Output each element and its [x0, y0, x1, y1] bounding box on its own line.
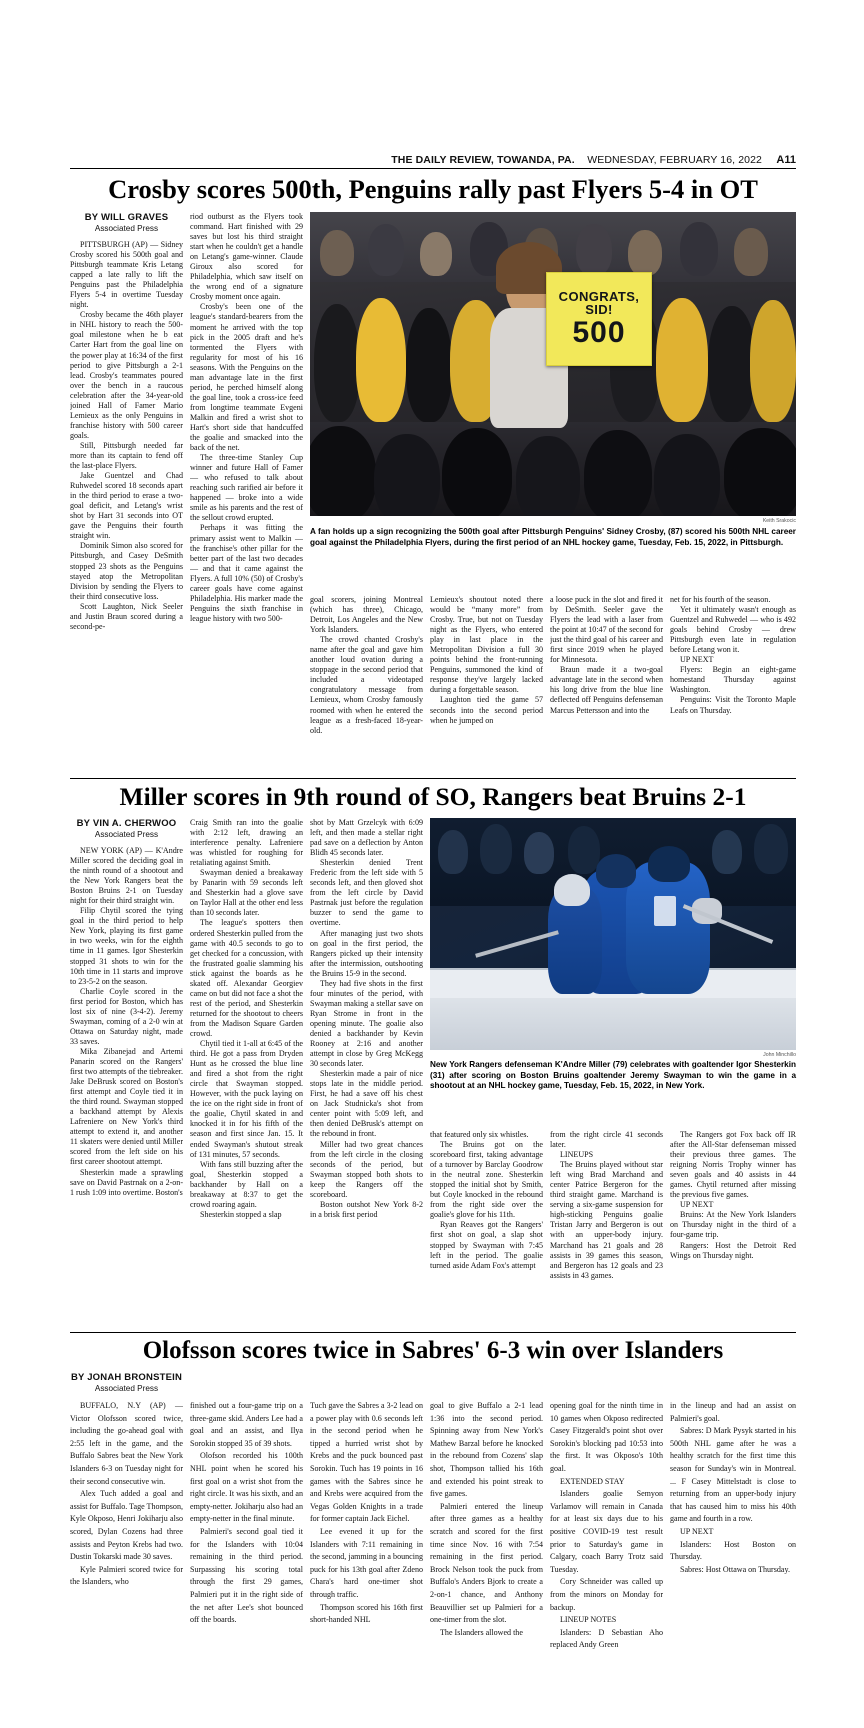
article-2-column-3 [310, 818, 423, 1316]
article-3-byline-org: Associated Press [94, 1384, 159, 1393]
article-2-column-2 [190, 818, 303, 1316]
spectator [734, 228, 768, 276]
paragraph: The Bruins played without star left wing Brad Marchand and center Patrice Bergeron for the third straight game. Marchand is serving a six-game suspension for high-sticking Penguins goalie Tristan Jarry and Bergeron is out with an upper-body injury. Marchand has 21 goals and 28 assists in 39 games this season, and Bergeron has 12 goals and 23 assists in 43 games. [550, 1160, 663, 1280]
spectator-silhouette [442, 428, 512, 516]
paragraph: The league's spotters then ordered Shesterkin pulled from the game with 40.5 seconds to go to get checked for a concussion, with the frustrated goalie slamming his stick against the boards as he skated off. Alexandar Georgiev came on but did not face a shot the rest of the period, and Shesterkin returned for the shootout to cheers from the Madison Square Garden crowd. [190, 918, 303, 1038]
paragraph: Rangers: Host the Detroit Red Wings on Thursday night. [670, 1240, 796, 1260]
crowd-blur [524, 832, 554, 874]
paragraph: net for his fourth of the season. [670, 595, 771, 604]
paragraph: Laughton tied the game 57 seconds into the second period when he jumped on [430, 695, 543, 725]
paragraph: Craig Smith ran into the goalie with 2:12 left, drawing an interference penalty. Lafreniere was whistled for roughing for retaliating against Smith. [190, 818, 303, 868]
paragraph: Cory Schneider was called up from the minors on Monday for backup. [550, 1577, 663, 1612]
paragraph: The Rangers got Fox back off IR after the All-Star defenseman missed their previous three games. The reigning Norris Trophy winner has seven goals and 40 assists in 44 games. Chytil returned after missing the previous five games. [670, 1130, 796, 1200]
spectator-silhouette [516, 436, 580, 516]
paragraph: Yet it ultimately wasn't enough as Guentzel and Ruhwedel — who is 492 goals behind Crosby — drew Pittsburgh even late in regulation before Letang won it. [670, 605, 796, 655]
spectator-silhouette [724, 428, 796, 516]
paragraph: The crowd chanted Crosby's name after the goal and gave him another loud ovation during a stoppage in the second period that included a videotaped congratulatory message from Lemieux, whom Crosby famously roomed with when he entered the league as a fresh-faced 18-year-old. [310, 635, 423, 735]
paragraph: Ryan Reaves got the Rangers' first shot on goal, a slap shot stopped by Swayman with 7:45 left in the period. The goalie turned aside Adam Fox's attempt [430, 1220, 543, 1270]
goalie-mask [554, 874, 590, 906]
article-2-column-5 [550, 1130, 663, 1320]
article-1-byline-org: Associated Press [94, 224, 159, 233]
article-3-headline: Olofsson scores twice in Sabres' 6-3 win over Islanders [142, 1337, 724, 1364]
paragraph: Islanders: Host Boston on Thursday. [670, 1539, 796, 1562]
article-3-byline: BY JONAH BRONSTEIN [70, 1372, 183, 1383]
paragraph: a loose puck in the slot and fired it by DeSmith. Seeler gave the Flyers the lead with a laser from the point at 10:47 of the second for just the third goal of his career and first since 2019 when he played for Minnesota. [550, 595, 663, 665]
paragraph: Braun made it a two-goal advantage late in the second when his long drive from the blue line deflected off Penguins defenseman Marcus Pettersson and into the [550, 665, 663, 715]
paragraph: goal scorers, joining Montreal (which has three), Chicago, Detroit, Los Angeles and the New York Islanders. [310, 595, 423, 635]
article-1-column-3 [310, 595, 423, 775]
paragraph: Sabres: D Mark Pysyk started in his 500th NHL game after he was a healthy scratch for the first time this season for Sunday's win in Montreal. ... F Casey Mittelstadt is close to returning from an upper-body injury that has caused him to miss his 40th game and fourth in a row. [670, 1426, 796, 1524]
spectator-silhouette [374, 434, 440, 516]
spectator [406, 308, 452, 422]
article-3-column-4 [430, 1400, 543, 1700]
spectator-silhouette [310, 426, 376, 516]
spectator [368, 224, 404, 276]
sign-line-1: CONGRATS, [558, 289, 640, 304]
article-1-byline-block [70, 212, 183, 233]
article-1-headline: Crosby scores 500th, Penguins rally past Flyers 5-4 in OT [108, 174, 758, 204]
paragraph: Alex Tuch added a goal and assist for Buffalo. Tage Thompson, Kyle Okposo, Henri Jokiharju also scored, Dylan Cozens had three assists and Peyton Krebs had two. Dustin Tokarski made 30 saves. [70, 1489, 183, 1562]
paragraph: They had five shots in the first four minutes of the period, with Swayman making a stellar save on Ryan Strome in front in the opening minute. The goalie also denied a backhander by Kevin Rooney at 2:16 and another attempt in close by Greg McKegg 30 seconds later. [310, 978, 423, 1069]
spectator [628, 230, 662, 276]
article-1-byline: BY WILL GRAVES [84, 212, 169, 223]
crowd-blur [438, 830, 468, 874]
paragraph: Crosby's been one of the league's standard-bearers from the moment he arrived with the top pick in the 2005 draft and he's tormented the Flyers with regularity for most of his 16 seasons. With the Penguins on the man advantage late in the first period, he perched himself along the goal line, took a cross-ice feed from longtime teammate Evgeni Malkin and fired a wrist shot to Hart's short side that handcuffed the goalie and smacked into the back of the net. [190, 302, 303, 453]
article-1-column-4 [430, 595, 543, 775]
paragraph: in the lineup and had an assist on Palmieri's goal. [670, 1401, 796, 1423]
lineup-notes-label: LINEUP NOTES [560, 1615, 617, 1625]
paragraph: Sabres: Host Ottawa on Thursday. [680, 1564, 790, 1574]
spectator [320, 230, 354, 276]
paragraph: that featured only six whistles. [430, 1130, 529, 1139]
congrats-sign [546, 272, 652, 366]
up-next-label: UP NEXT [680, 1200, 714, 1210]
crowd-blur [568, 826, 600, 874]
paragraph: Flyers: Begin an eight-game homestand Thursday against Washington. [670, 665, 796, 695]
article-1-top-rule [70, 168, 796, 169]
crowd-blur [480, 824, 512, 874]
ice-surface [430, 994, 796, 1050]
article-2-byline-block [70, 818, 183, 839]
paragraph: Filip Chytil scored the tying goal in the third period to help New York, playing its first game in two weeks, win for the eighth time in 11 games. Igor Shesterkin stopped 31 shots to win for the 10th time in 11 starts and improve to 23-5-2 on the season. [70, 906, 183, 986]
article-3-column-1 [70, 1400, 183, 1700]
article-1-column-6 [670, 595, 796, 775]
paragraph: Palmieri entered the lineup after three games as a healthy scratch and scored for the first time since Nov. 16 with 7:54 remaining in the first period. Brock Nelson took the puck from Buffalo's Anders Bjork to create a 2-on-1 chance, and Anthony Beauvillier set up Palmieri for a one-timer from the slot. [430, 1501, 543, 1625]
paragraph: Dominik Simon also scored for Pittsburgh, and Casey DeSmith stopped 23 shots as the Penguins stayed atop the Metropolitan Division by sending the Flyers to their third consecutive loss. [70, 541, 183, 601]
paragraph: Islanders: D Sebastian Aho replaced Andy Green [550, 1627, 663, 1650]
article-3-column-6 [670, 1400, 796, 1700]
article-3-column-2 [190, 1400, 303, 1700]
paragraph: The three-time Stanley Cup winner and future Hall of Famer — who refused to talk about reaching such rarified air before it happened — broke into a wide smile as his parents and the rest of the sellout crowd erupted. [190, 453, 303, 523]
article-2-column-6 [670, 1130, 796, 1320]
up-next-label: UP NEXT [680, 1526, 714, 1536]
crowd-blur [754, 824, 788, 874]
article-2-photo-credit: John Minchillo [763, 1052, 796, 1058]
article-1-photo [310, 212, 796, 516]
paragraph: Still, Pittsburgh needed far more than its captain to fend off the last-place Flyers. [70, 440, 183, 471]
paragraph: Swayman denied a breakaway by Panarin with 59 seconds left and Shesterkin had a glove save on Taylor Hall at the other end less than 10 seconds later. [190, 868, 303, 918]
paragraph: Shesterkin made a pair of nice stops late in the middle period. First, he had a save off his chest on Jack Studnicka's shot from center point with 5:09 left, and then denied DeBrusk's attempt on the rebound in front. [310, 1069, 423, 1139]
paragraph: Shesterkin denied Trent Frederic from the left side with 5 seconds left, and then gloved shot from the left circle by David Pastrnak just before the regulation buzzer to send the game to overtime. [310, 858, 423, 928]
jersey-number [654, 896, 676, 926]
article-2-headline: Miller scores in 9th round of SO, Rangers beat Bruins 2-1 [119, 782, 747, 811]
paragraph: Shesterkin stopped a slap [200, 1209, 282, 1219]
paragraph: The Bruins got on the scoreboard first, taking advantage of a turnover by Barclay Goodrow in the neutral zone. Shesterkin stopped the initial shot by Smith, but Coyle knocked in the rebound from the right side over the goalie's glove for his 11th. [430, 1140, 543, 1220]
article-2-byline: BY VIN A. CHERWOO [76, 818, 177, 829]
issue-date: WEDNESDAY, FEBRUARY 16, 2022 [587, 154, 762, 166]
paragraph: Bruins: At the New York Islanders on Thursday night in the third of a four-game trip. [670, 1210, 796, 1240]
article-2-photo-caption: New York Rangers defenseman K'Andre Miller (79) celebrates with goaltender Igor Shesterkin (31) after scoring on Boston Bruins goaltender Jeremy Swayman to win the game in a shootout at an NHL hockey game, Tuesday, Feb. 15, 2022, in New York. [430, 1060, 796, 1091]
extended-stay-label: EXTENDED STAY [560, 1476, 625, 1486]
paragraph: Olofson recorded his 100th NHL point when he scored his first goal on a wrist shot from the right circle. It was his sixth, and an empty-netter. Jokiharju also had an empty-netter in the final minute. [190, 1451, 303, 1524]
article-1-photo-caption: A fan holds up a sign recognizing the 500th goal after Pittsburgh Penguins' Sidney Crosby, (87) scored his 500th NHL career goal against the Philadelphia Flyers, during the first period of an NHL hockey game, Tuesday, Feb. 15, 2022, in Pittsburgh. [310, 527, 796, 547]
article-3-column-3 [310, 1400, 423, 1700]
spectator-gold-jersey [656, 298, 708, 422]
spectator-silhouette [584, 430, 652, 516]
spectator [680, 222, 718, 276]
paragraph: Lee evened it up for the Islanders with 7:11 remaining in the second, jamming in a bouncing puck for his 13th goal after Zdeno Chara's hard one-timer shot through traffic. [310, 1526, 423, 1599]
paragraph: Tuch gave the Sabres a 3-2 lead on a power play with 0.6 seconds left in the second period when he tipped a hurried wrist shot by Krebs and the puck bounced past Sorokin. Tuch has 19 points in 16 games with the Sabres since he and Krebs were acquired from the Vegas Golden Knights in a trade for former captain Jack Eichel. [310, 1401, 423, 1524]
article-1-photo-credit: Keith Srakocic [762, 518, 796, 524]
helmet [648, 846, 690, 882]
paragraph: Mika Zibanejad and Artemi Panarin scored on the Rangers' first two attempts of the tiebreaker. Jake DeBrusk scored on Boston's first attempt and Coyle tied it in the third round. Swayman stopped a backhand attempt by Alexis Lafreniere on New York's third attempt to extend it, and another 11 skaters were denied until Miller scored from the left side on his first career shootout attempt. [70, 1046, 183, 1167]
article-2-byline-org: Associated Press [94, 830, 159, 839]
lineups-label: LINEUPS [560, 1150, 594, 1160]
spectator-silhouette [654, 434, 720, 516]
article-2-column-1 [70, 846, 183, 1316]
paragraph: Crosby became the 46th player in NHL history to reach the 500-goal milestone when he b eat Carter Hart from the goal line on the power play at 16:34 of the first period to give Pittsburgh a 2-1 lead. Crosby's teammates poured over the bench in a raucous celebration after the 34-year-old joined Hall of Famer Mario Lemieux as the only Penguins in franchise history with 500 career goals. [70, 310, 183, 440]
article-2-top-rule [70, 778, 796, 779]
paragraph: Boston outshot New York 8-2 in a brisk first period [310, 1199, 423, 1219]
up-next-label: UP NEXT [680, 655, 714, 665]
newspaper-page [70, 0, 796, 1728]
paragraph: Lemieux's shoutout noted there would be “many more” from Crosby. True, but not on Tuesday night as the Flyers, who entered play in last place in the Metropolitan Division a full 30 points behind the front-running Penguins, summoned the kind of response they've largely lacked during a forgettable season. [430, 595, 543, 695]
paragraph: Charlie Coyle scored in the first period for Boston, which has lost six of nine (3-4-2). Jeremy Swayman, coming of a 2-0 win at Ottawa on Saturday night, made 33 saves. [70, 986, 183, 1046]
paragraph: finished out a four-game trip on a three-game skid. Anders Lee had a goal and an assist, and Ilya Sorokin stopped 35 of 39 shots. [190, 1401, 303, 1448]
article-2-photo [430, 818, 796, 1050]
paragraph: Scott Laughton, Nick Seeler and Justin Braun scored during a second-pe- [70, 601, 183, 631]
paragraph: Chytil tied it 1-all at 6:45 of the third. He got a pass from Dryden Hunt as he crossed the blue line and fired a shot from the right circle that Swayman stopped. However, with the puck laying on the ice on the right side in front of the goalie, Chytil skated in and knocked it in for his fifth of the season and first since Jan. 15. It ended Swayman's shutout streak of 131 minutes, 57 seconds. [190, 1039, 303, 1159]
paragraph: opening goal for the ninth time in 10 games when Okposo redirected Casey Fitzgerald's point shot over Sorokin's blocking pad 10:53 into the first. It was Okposo's 10th goal. [550, 1401, 663, 1473]
spectator [314, 304, 360, 422]
page-number: A11 [776, 154, 796, 166]
paragraph: After managing just two shots on goal in the first period, the Rangers picked up their intensity after the intermission, outshooting the Bruins 15-9 in the second. [310, 928, 423, 978]
article-3-column-5 [550, 1400, 663, 1700]
article-3-top-rule [70, 1332, 796, 1333]
article-1-column-1 [70, 240, 183, 775]
paragraph: Kyle Palmieri scored twice for the Islanders, who [70, 1564, 183, 1587]
paragraph: riod outburst as the Flyers took command. Hart finished with 29 saves but lost his third straight start when he couldn't get a handle on Letang's game-winner. Claude Giroux also scored for Philadelphia, which saw itself on the wrong end of a signature Crosby moment once again. [190, 212, 303, 302]
masthead [70, 150, 796, 168]
sign-line-2: SID! [585, 302, 613, 317]
paragraph: BUFFALO, N.Y (AP) — Victor Olofsson scored twice, including the go-ahead goal with 2:55 left in the game, and the Buffalo Sabres beat the New York Islanders 6-3 on Tuesday night for their second consecutive win. [70, 1401, 183, 1486]
article-1-column-2 [190, 212, 303, 775]
paragraph: goal to give Buffalo a 2-1 lead 1:36 into the second period. Spinning away from New York's Mathew Barzal before he knocked in the rebound from Cozens' slap shot, Thompson tallied his 16th and extended his point streak to five games. [430, 1401, 543, 1499]
paragraph: Jake Guentzel and Chad Ruhwedel scored 18 seconds apart in the third period to erase a two-goal deficit, and Letang's wrist shot by Hart 31 seconds into OT gave the Penguins their fourth straight win. [70, 471, 183, 541]
paragraph: Perhaps it was fitting the primary assist went to Malkin — the franchise's other pillar for the better part of the last two decades — and that it came against the Flyers. A full 10% (50) of Crosby's career goals have come against Philadelphia. His marker made the Penguins the sixth franchise in league history with two 500- [190, 523, 303, 623]
crowd-blur [712, 830, 742, 874]
paragraph: The Islanders allowed the [440, 1627, 523, 1637]
sign-line-3: 500 [572, 316, 626, 349]
paragraph: shot by Matt Grzelcyk with 6:09 left, and then made a stellar right pad save on a deflection by Anton Blidh 45 seconds later. [310, 818, 423, 858]
paragraph: Palmieri's second goal tied it for the Islanders with 10:04 remaining in the third period. Surpassing his scoring total through the first 29 games, Palmieri put it in the right side of the net after Lee's shot bounced off the boards. [190, 1526, 303, 1625]
article-3-byline-block [70, 1372, 183, 1393]
spectator [708, 306, 756, 422]
paragraph: PITTSBURGH (AP) — Sidney Crosby scored his 500th goal and Pittsburgh teammate Kris Letang capped a late rally to lift the Penguins past the Philadelphia Flyers 5-4 in overtime Tuesday night. [70, 240, 183, 310]
publication-name: THE DAILY REVIEW, TOWANDA, PA. [391, 154, 575, 166]
article-2-column-4 [430, 1130, 543, 1320]
paragraph: With fans still buzzing after the goal, Shesterkin stopped a backhander by Hall on a breakaway at 8:37 to get the crowd roaring again. [190, 1159, 303, 1209]
paragraph: Shesterkin made a sprawling save on David Pastrnak on a 2-on-1 rush 1:09 into overtime. Boston's [70, 1167, 183, 1197]
paragraph: from the right circle 41 seconds later. [550, 1130, 663, 1150]
spectator-gold-jersey [356, 298, 406, 422]
spectator [420, 232, 452, 276]
spectator-gold-jersey [750, 300, 796, 422]
article-1-column-5 [550, 595, 663, 775]
paragraph: Thompson scored his 16th first short-handed NHL [310, 1602, 423, 1625]
paragraph: NEW YORK (AP) — K'Andre Miller scored the deciding goal in the ninth round of a shootout and the New York Rangers beat the Boston Bruins 2-1 on Tuesday night for their third straight win. [70, 846, 183, 906]
paragraph: Penguins: Visit the Toronto Maple Leafs on Thursday. [670, 695, 796, 715]
helmet [596, 854, 636, 888]
paragraph: Miller had two great chances from the left circle in the closing seconds of the period, but Swayman stopped both shots to keep the Rangers off the scoreboard. [310, 1139, 423, 1199]
spectator [576, 224, 612, 276]
paragraph: Islanders goalie Semyon Varlamov will remain in Canada for at least six days due to his positive COVID-19 test result prior to Saturday's game in Calgary, coach Barry Trotz said Tuesday. [550, 1489, 663, 1574]
